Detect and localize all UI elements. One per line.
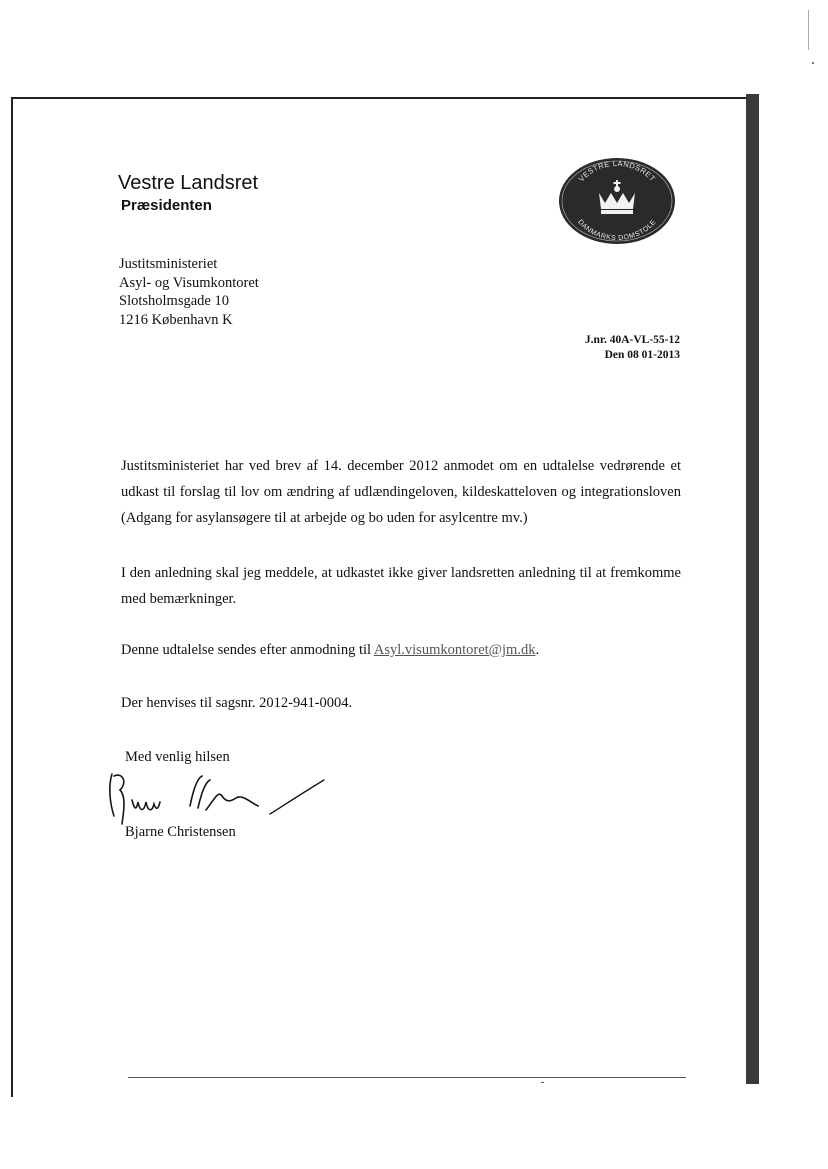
seal-text-top: VESTRE LANDSRET	[576, 158, 658, 184]
recipient-address	[119, 255, 259, 329]
recipient-line: 1216 København K	[119, 311, 233, 328]
signer-name: Bjarne Christensen	[125, 824, 236, 840]
scan-artifact-line	[808, 10, 809, 50]
reference-block	[585, 333, 680, 363]
handwritten-signature	[102, 766, 327, 828]
recipient-line: Justitsministeriet	[119, 256, 218, 272]
seal-disc	[559, 158, 675, 244]
body-text: .	[535, 642, 540, 658]
letter-date: Den 08 01-2013	[604, 349, 680, 361]
body-paragraph-request: Justitsministeriet har ved brev af 14. december 2012 anmodet om en udtalelse vedrørende et udkast til forslag til lov om ændring af udlændingeloven, kildeskatteloven og integrationsloven (Adgang for asylansøgere til at arbejde og bo uden for asylcentre mv.)	[121, 458, 681, 526]
scan-artifact-dot	[812, 62, 814, 64]
closing-greeting: Med venlig hilsen	[125, 749, 230, 765]
scan-border-top	[12, 97, 747, 99]
court-department: Præsidenten	[121, 197, 212, 214]
body-paragraph-response: I den anledning skal jeg meddele, at udkastet ikke giver landsretten anledning til at fremkomme med bemærkninger.	[121, 565, 681, 607]
recipient-line: Asyl- og Visumkontoret	[119, 274, 259, 291]
scan-artifact-dot	[541, 1082, 544, 1083]
email-link[interactable]: Asyl.visumkontoret@jm.dk	[373, 642, 536, 658]
footer-rule	[128, 1077, 686, 1078]
scan-border-right	[746, 94, 759, 1084]
scan-border-left	[11, 97, 13, 1097]
court-name: Vestre Landsret	[118, 172, 259, 194]
body-text: Denne udtalelse sendes efter anmodning til	[121, 642, 372, 658]
seal-text-bottom: DANMARKS DOMSTOLE	[576, 218, 658, 243]
journal-number: J.nr. 40A-VL-55-12	[584, 334, 680, 346]
body-paragraph-recipient	[121, 637, 681, 663]
body-paragraph-case-ref: Der henvises til sagsnr. 2012-941-0004.	[121, 695, 353, 711]
court-seal-logo	[557, 156, 677, 246]
recipient-line: Slotsholmsgade 10	[119, 293, 229, 309]
